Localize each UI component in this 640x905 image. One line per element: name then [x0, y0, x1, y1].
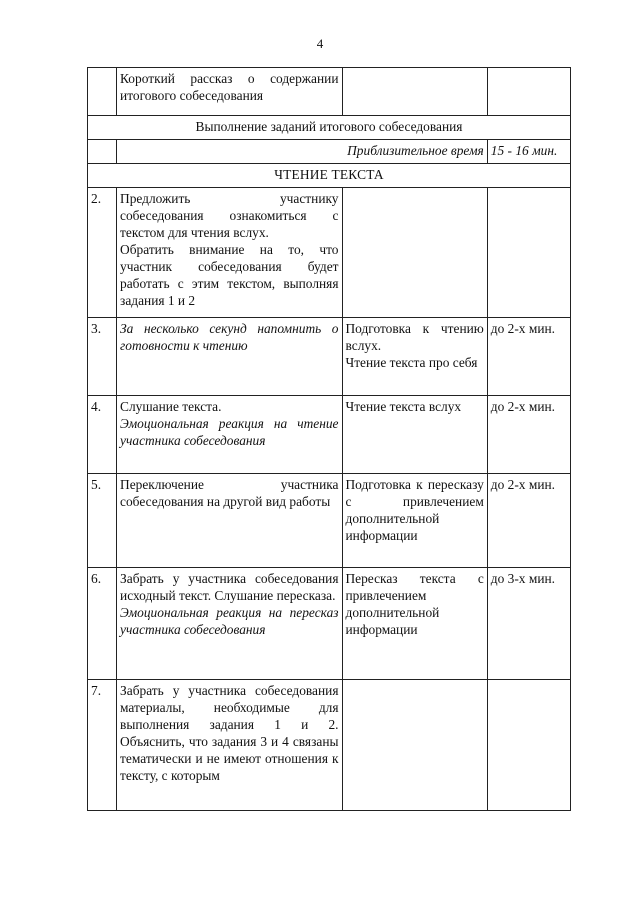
- action-cell: Переключение участника собеседования на другой вид работы: [117, 474, 342, 568]
- time-cell: до 2-х мин.: [487, 396, 570, 474]
- participant-cell: Пересказ текста с привлечением дополнительной информации: [342, 568, 487, 680]
- action-italic-text: Эмоциональная реакция на чтение участника собеседования: [120, 416, 339, 448]
- row-number: 4.: [88, 396, 117, 474]
- table-row: [88, 474, 571, 568]
- table-row: [88, 680, 571, 811]
- action-text-2: Обратить внимание на то, что участник собеседования будет работать с этим текстом, выполняя задания 1 и 2: [120, 242, 339, 308]
- section-title-tasks: Выполнение заданий итогового собеседования: [88, 116, 571, 140]
- participant-cell: Подготовка к пересказу с привлечением дополнительной информации: [342, 474, 487, 568]
- table-row-intro: [88, 68, 571, 116]
- row-number: 7.: [88, 680, 117, 811]
- action-text: Слушание текста.: [120, 399, 222, 414]
- row-number: 2.: [88, 188, 117, 318]
- time-cell: [487, 188, 570, 318]
- approx-time-row: [88, 140, 571, 164]
- section-title-reading: ЧТЕНИЕ ТЕКСТА: [88, 164, 571, 188]
- participant-cell: [342, 318, 487, 396]
- action-cell: [117, 318, 342, 396]
- action-italic-text: За несколько секунд напомнить о готовности к чтению: [120, 321, 339, 353]
- action-cell: [117, 568, 342, 680]
- page-number: 4: [316, 36, 324, 51]
- action-cell: Короткий рассказ о содержании итогового собеседования: [117, 68, 342, 116]
- action-italic-text: Эмоциональная реакция на пересказ участника собеседования: [120, 605, 339, 637]
- action-text: Забрать у участника собеседования исходный текст. Слушание пересказа.: [120, 571, 339, 603]
- time-cell: до 2-х мин.: [487, 474, 570, 568]
- approx-time-label: Приблизительное время: [117, 140, 488, 164]
- table-row: [88, 318, 571, 396]
- row-number: 6.: [88, 568, 117, 680]
- approx-time-value: 15 - 16 мин.: [487, 140, 570, 164]
- time-cell: до 2-х мин.: [487, 318, 570, 396]
- row-number: 5.: [88, 474, 117, 568]
- row-number-cell: [88, 68, 117, 116]
- action-cell: [117, 396, 342, 474]
- table-row: [88, 396, 571, 474]
- participant-text-2: Чтение текста про себя: [345, 355, 478, 370]
- table-row: [88, 568, 571, 680]
- participant-cell: [342, 680, 487, 811]
- participant-text: Подготовка к чтению вслух.: [345, 321, 484, 353]
- time-cell: [487, 68, 570, 116]
- section-header-row: [88, 164, 571, 188]
- action-text: Предложить участнику собеседования ознакомиться с текстом для чтения вслух.: [120, 191, 339, 240]
- time-cell: до 3-х мин.: [487, 568, 570, 680]
- participant-cell: [342, 188, 487, 318]
- action-cell: Забрать у участника собеседования материалы, необходимые для выполнения задания 1 и 2. Объяснить, что задания 3 и 4 связаны тематически и не имеют отношения к тексту, с которым: [117, 680, 342, 811]
- table-row: [88, 188, 571, 318]
- participant-cell: [342, 68, 487, 116]
- row-number: 3.: [88, 318, 117, 396]
- section-header-row: [88, 116, 571, 140]
- action-cell: [117, 188, 342, 318]
- time-cell: [487, 680, 570, 811]
- participant-cell: Чтение текста вслух: [342, 396, 487, 474]
- interview-procedure-table: [87, 67, 571, 811]
- row-number-cell: [88, 140, 117, 164]
